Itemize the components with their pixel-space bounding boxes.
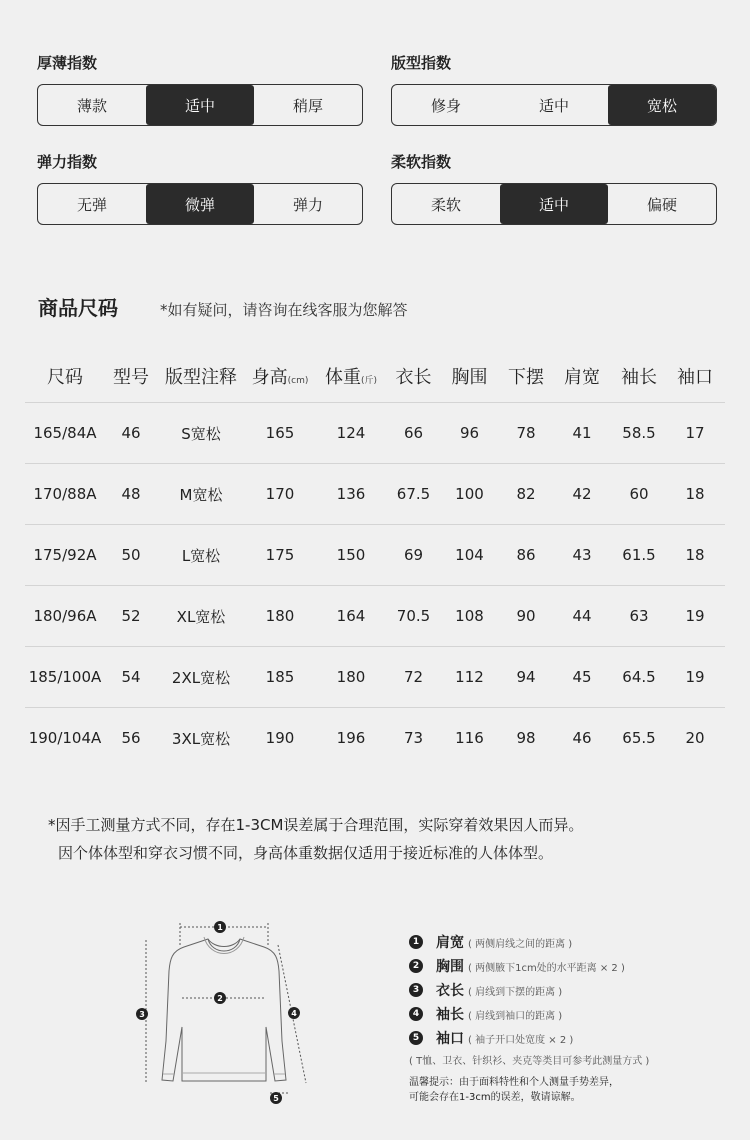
index-option: 无弹 bbox=[76, 195, 107, 214]
header-cell: 版型注释 bbox=[165, 367, 237, 388]
header-cell: 体重(斤) bbox=[324, 367, 378, 388]
legend-item bbox=[409, 954, 649, 978]
legend-name: 袖口 bbox=[436, 1031, 464, 1047]
table-cell: XL宽松 bbox=[176, 607, 226, 626]
table-cell: L宽松 bbox=[181, 546, 221, 565]
index-option: 弹力 bbox=[292, 195, 323, 214]
table-cell: 98 bbox=[516, 729, 536, 747]
index-title: 柔软指数 bbox=[391, 153, 452, 171]
legend-desc: ( 肩线到下摆的距离 ) bbox=[468, 986, 563, 998]
table-cell: 116 bbox=[455, 729, 484, 747]
size-section-note: *如有疑问，请咨询在线客服为您解答 bbox=[160, 301, 408, 319]
table-cell: 63 bbox=[629, 607, 649, 625]
table-cell: 72 bbox=[403, 668, 424, 686]
legend-desc: ( 肩线到袖口的距离 ) bbox=[468, 1010, 563, 1022]
table-cell: 124 bbox=[336, 424, 366, 442]
legend-name: 胸围 bbox=[436, 959, 464, 975]
table-cell: 18 bbox=[685, 485, 705, 503]
legend-item bbox=[409, 930, 649, 954]
table-cell: 185/100A bbox=[28, 668, 102, 686]
legend-item bbox=[409, 978, 649, 1002]
table-header-row bbox=[25, 350, 725, 402]
table-cell: 44 bbox=[572, 607, 592, 625]
size-section-header bbox=[38, 292, 408, 321]
index-title: 版型指数 bbox=[391, 54, 452, 72]
table-cell: 112 bbox=[455, 668, 484, 686]
table-cell: 3XL宽松 bbox=[171, 729, 231, 748]
index-option: 适中 bbox=[538, 96, 569, 115]
table-cell: 164 bbox=[336, 607, 366, 625]
table-cell: 43 bbox=[572, 546, 592, 564]
table-cell: 65.5 bbox=[622, 729, 656, 747]
number-badge-icon: 4 bbox=[409, 1007, 423, 1021]
table-cell: 73 bbox=[403, 729, 424, 747]
table-cell: 41 bbox=[572, 424, 592, 442]
header-cell: 尺码 bbox=[47, 367, 83, 388]
header-cell: 型号 bbox=[113, 367, 149, 388]
table-cell: 18 bbox=[685, 546, 705, 564]
elasticity-index bbox=[37, 151, 363, 225]
header-cell: 袖口 bbox=[677, 367, 713, 388]
table-cell: 196 bbox=[336, 729, 366, 747]
softness-index bbox=[391, 151, 717, 225]
table-cell: 96 bbox=[459, 424, 480, 442]
legend-name: 衣长 bbox=[436, 983, 464, 999]
measurement-note: *因手工测量方式不同，存在1-3CM误差属于合理范围，实际穿着效果因人而异。 bbox=[48, 816, 584, 834]
table-cell: M宽松 bbox=[179, 485, 223, 504]
index-selector bbox=[37, 84, 363, 126]
diagram-markers bbox=[136, 921, 300, 1104]
table-cell: 61.5 bbox=[622, 546, 656, 564]
fit-index bbox=[391, 52, 717, 126]
measurement-legend bbox=[409, 930, 649, 1067]
index-title: 弹力指数 bbox=[37, 153, 98, 171]
number-badge-icon: 3 bbox=[409, 983, 423, 997]
table-cell: 190 bbox=[265, 729, 295, 747]
table-cell: 78 bbox=[516, 424, 536, 442]
diagram-marker-5: 5 bbox=[273, 1094, 279, 1103]
table-cell: 82 bbox=[516, 485, 536, 503]
warm-tip bbox=[409, 1075, 619, 1105]
header-cell: 下摆 bbox=[508, 367, 544, 388]
legend-desc: ( 袖子开口处宽度 × 2 ) bbox=[468, 1034, 574, 1046]
index-option-selected: 宽松 bbox=[608, 85, 716, 125]
table-row bbox=[25, 463, 725, 524]
index-option: 柔软 bbox=[430, 195, 461, 214]
index-option: 薄款 bbox=[76, 96, 107, 115]
table-cell: 20 bbox=[685, 729, 705, 747]
table-cell: 67.5 bbox=[396, 485, 431, 503]
table-cell: 94 bbox=[516, 668, 536, 686]
legend-name: 袖长 bbox=[436, 1007, 464, 1023]
table-row bbox=[25, 585, 725, 646]
table-row bbox=[25, 402, 725, 463]
table-cell: 2XL宽松 bbox=[171, 668, 231, 687]
table-cell: 58.5 bbox=[622, 424, 656, 442]
table-cell: 70.5 bbox=[396, 607, 431, 625]
index-selector bbox=[391, 84, 717, 126]
number-badge-icon: 2 bbox=[409, 959, 423, 973]
table-row bbox=[25, 524, 725, 585]
number-badge-icon: 5 bbox=[409, 1031, 423, 1045]
index-option-selected: 微弹 bbox=[146, 184, 254, 224]
table-cell: 46 bbox=[121, 424, 141, 442]
table-row bbox=[25, 707, 725, 768]
index-option: 稍厚 bbox=[292, 96, 323, 115]
table-cell: 180 bbox=[336, 668, 366, 686]
table-cell: 180 bbox=[265, 607, 295, 625]
table-cell: 175/92A bbox=[33, 546, 97, 564]
table-cell: 150 bbox=[336, 546, 366, 564]
table-cell: 175 bbox=[265, 546, 295, 564]
diagram-marker-1: 1 bbox=[217, 923, 223, 932]
index-option-selected: 适中 bbox=[146, 85, 254, 125]
table-cell: 165/84A bbox=[33, 424, 97, 442]
header-cell: 衣长 bbox=[395, 367, 432, 388]
index-option: 偏硬 bbox=[646, 195, 677, 214]
table-cell: 86 bbox=[516, 546, 536, 564]
table-cell: 170 bbox=[265, 485, 295, 503]
index-selector bbox=[391, 183, 717, 225]
table-cell: 190/104A bbox=[28, 729, 102, 747]
legend-item bbox=[409, 1026, 649, 1050]
table-cell: 108 bbox=[455, 607, 484, 625]
size-table bbox=[25, 350, 725, 768]
legend-item bbox=[409, 1002, 649, 1026]
table-cell: 52 bbox=[121, 607, 141, 625]
table-cell: 45 bbox=[572, 668, 592, 686]
header-cell: 身高(cm) bbox=[251, 367, 309, 388]
legend-desc: ( 两侧肩线之间的距离 ) bbox=[468, 938, 573, 950]
table-body bbox=[25, 402, 725, 768]
table-cell: 185 bbox=[265, 668, 295, 686]
body-type-note: 因个体体型和穿衣习惯不同，身高体重数据仅适用于接近标准的人体体型。 bbox=[58, 844, 554, 862]
diagram-marker-4: 4 bbox=[291, 1009, 297, 1018]
table-cell: 66 bbox=[403, 424, 424, 442]
table-cell: 64.5 bbox=[622, 668, 656, 686]
header-cell: 肩宽 bbox=[564, 367, 600, 388]
table-cell: 42 bbox=[572, 485, 592, 503]
table-cell: 90 bbox=[516, 607, 536, 625]
table-cell: 48 bbox=[121, 485, 141, 503]
table-cell: 60 bbox=[629, 485, 649, 503]
warm-tip-line-1: 温馨提示：由于面料特性和个人测量手势差异， bbox=[409, 1077, 619, 1088]
table-cell: 180/96A bbox=[33, 607, 97, 625]
table-cell: 69 bbox=[403, 546, 424, 564]
garment-measurement-diagram bbox=[130, 915, 320, 1110]
table-row bbox=[25, 646, 725, 707]
table-cell: 19 bbox=[685, 668, 705, 686]
legend-desc: ( 两侧腋下1cm处的水平距离 × 2 ) bbox=[468, 962, 625, 974]
table-cell: 56 bbox=[121, 729, 141, 747]
table-cell: 100 bbox=[455, 485, 484, 503]
warm-tip-line-2: 可能会存在1-3cm的误差，敬请谅解。 bbox=[409, 1092, 581, 1103]
table-cell: 46 bbox=[572, 729, 592, 747]
index-title: 厚薄指数 bbox=[37, 54, 98, 72]
index-option: 修身 bbox=[430, 96, 461, 115]
table-cell: S宽松 bbox=[181, 424, 221, 443]
table-cell: 50 bbox=[121, 546, 141, 564]
table-cell: 104 bbox=[455, 546, 484, 564]
number-badge-icon: 1 bbox=[409, 935, 423, 949]
diagram-marker-3: 3 bbox=[139, 1010, 145, 1019]
legend-name: 肩宽 bbox=[436, 935, 464, 951]
table-cell: 136 bbox=[336, 485, 366, 503]
legend-extra-note: ( T恤、卫衣、针织衫、夹克等类目可参考此测量方式 ) bbox=[409, 1056, 650, 1067]
table-cell: 170/88A bbox=[33, 485, 97, 503]
index-selector bbox=[37, 183, 363, 225]
table-cell: 19 bbox=[685, 607, 705, 625]
table-cell: 165 bbox=[265, 424, 295, 442]
header-cell: 胸围 bbox=[451, 367, 488, 388]
table-cell: 54 bbox=[121, 668, 141, 686]
header-cell: 袖长 bbox=[621, 367, 657, 388]
table-cell: 17 bbox=[685, 424, 705, 442]
thickness-index bbox=[37, 52, 363, 126]
index-option-selected: 适中 bbox=[500, 184, 608, 224]
diagram-marker-2: 2 bbox=[217, 994, 223, 1003]
size-section-title: 商品尺码 bbox=[38, 296, 118, 320]
